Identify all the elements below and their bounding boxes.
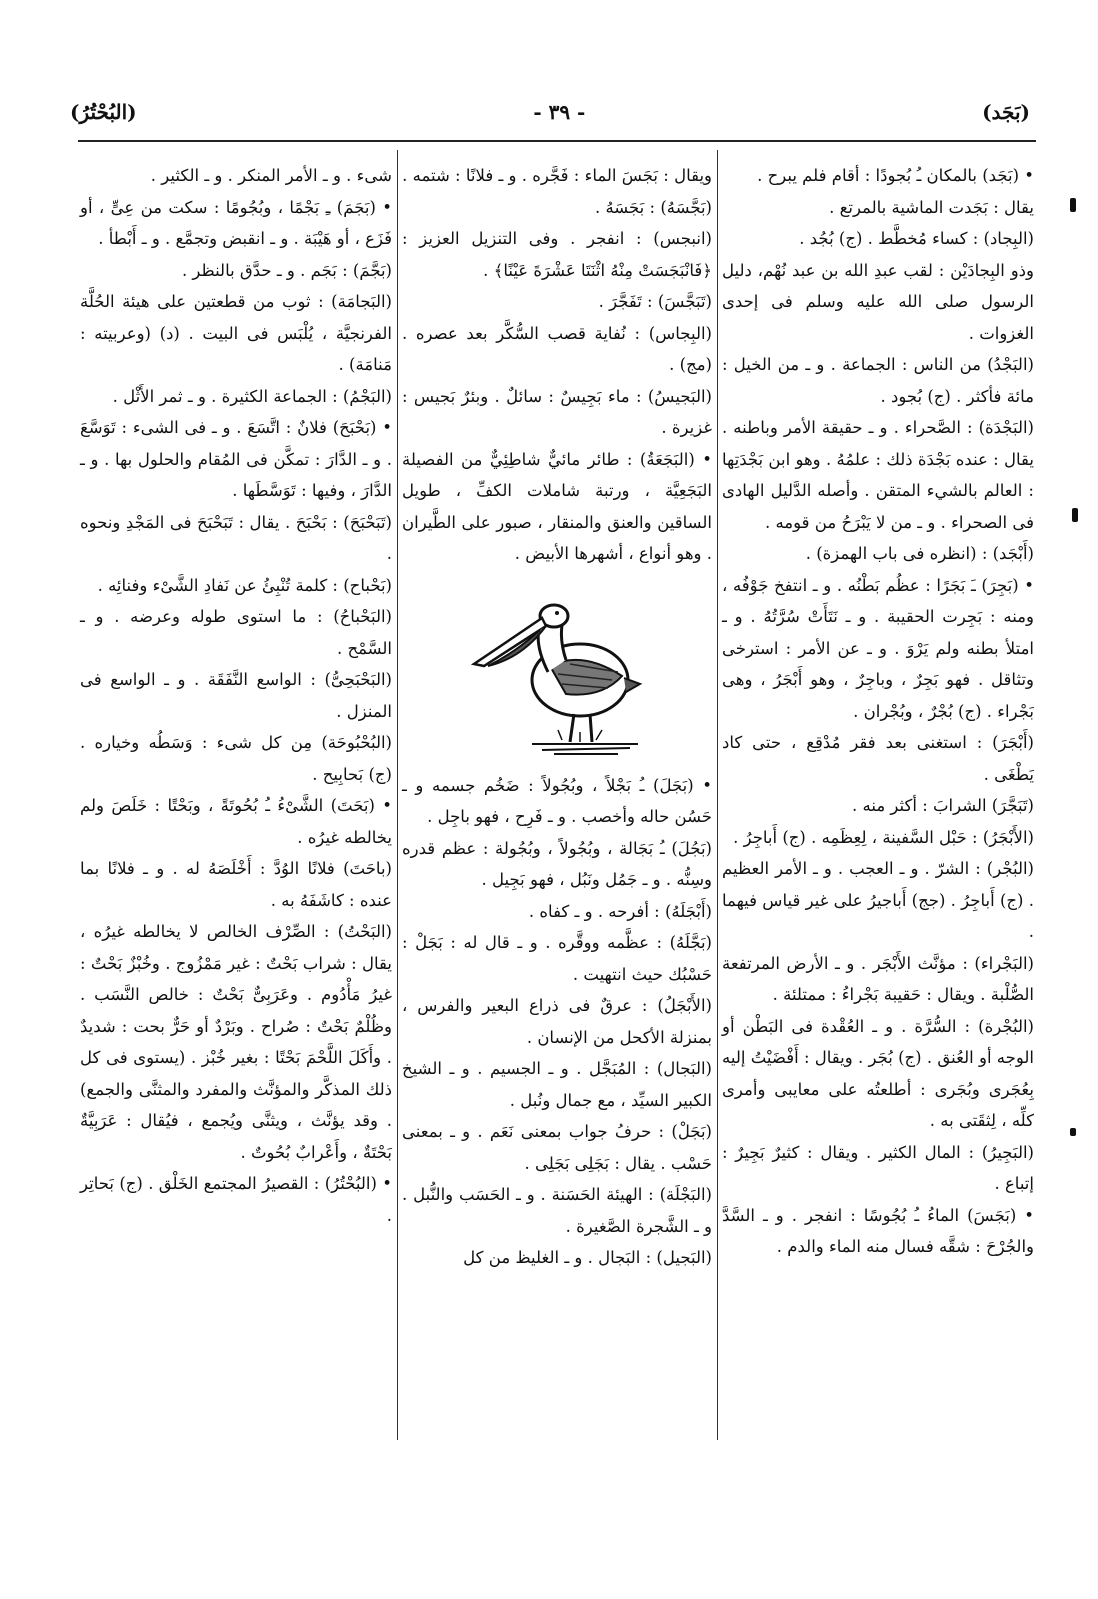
- entry: (باحَتَ) فلانًا الوُدَّ : أَخْلَصَهُ له . و ـ فلانًا بما عنده : كاشَفَهُ به .: [80, 859, 392, 910]
- entry: (البُجْرة) : السُّرَّة . و ـ العُقْدة فى البَطْن أو الوجه أو العُنق . (ج) بُجَر . ويقال : أَفْضَيْتُ إليه بِعُجَرى وبُجَرى : أطلعتُه على معايبى وأمرى كلِّه ، لِثقَتى به .: [722, 1016, 1034, 1130]
- entry: (أَبْجَرَ) : استغنى بعد فقر مُدْقِع ، حتى كاد يَطْغَى .: [722, 733, 1034, 784]
- entry: (تَبَجَّسَ) : تَفَجَّرَ .: [598, 292, 712, 311]
- entry: (أَبْجَد) : (انظره فى باب الهمزة) .: [805, 544, 1034, 563]
- entry: (بَجُلَ) ـُ بَجَالة ، وبُجُولاً ، وبُجُولة : عظم قدره وسِنُّه . و ـ جَمُل ونَبُل ، فهو بَجِيل .: [402, 838, 712, 889]
- page-number: - ٣٩ -: [533, 100, 586, 124]
- entry: (بَجَلْ) : حرفُ جواب بمعنى نَعَم . و ـ بمعنى حَسْب . يقال : بَجَلِى بَجَلِى .: [402, 1122, 712, 1173]
- entry: • (البَجَعَةُ) : طائر مائيٌّ شاطِئِيٌّ من الفصيلة البَجَعِيَّة ، ورتبة شاملات الكفِّ ، طويل الساقين والعنق والمنقار ، صبور على الطَّيران . وهو أنواع ، أشهرها الأبيض .: [402, 449, 712, 563]
- entry: • (بَجَسَ) الماءُ ـُ بُجُوسًا : انفجر . و ـ السَّدَّ والجُرْحَ : شقَّه فسال منه الماء والدم .: [722, 1205, 1034, 1256]
- header-rule: [78, 140, 1036, 142]
- entry: • (بَحْبَحَ) فلانٌ : اتَّسَعَ . و ـ فى الشىء : تَوَسَّعَ . و ـ الدَّارَ : تمكَّن فى المُقام والحلول بها . و ـ الدَّارَ ، وفيها : تَوَسَّطَها .: [80, 418, 392, 500]
- entry: (البَجْدَة) : الصَّحراء . و ـ حقيقة الأمر وباطنه . يقال : عنده بَجْدَة ذلك : علمُهُ . وهو ابن بَجْدَتِها : العالم بالشيء المتقن . وأصله الدَّليل الهادى فى الصحراء . و ـ من لا يَبْرَحُ من قومه .: [722, 418, 1034, 532]
- entry: • (البُحْتُرُ) : القصيرُ المجتمع الخَلْق . (ج) بَحاتِر .: [80, 1174, 392, 1225]
- entry: ويقال : بَجَسَ الماء : فَجَّره . و ـ فلانًا : شتمه .: [402, 166, 712, 185]
- column-divider-left: [397, 150, 398, 1440]
- page-header: [70, 92, 1030, 132]
- entry: (بَجَّلَهُ) : عظَّمه ووقَّره . و ـ قال له : بَجَلْ : حَسْبُك حيث انتهيت .: [402, 933, 712, 984]
- entry: (البَحْباحُ) : ما استوى طوله وعرضه . و ـ السَّمْح .: [80, 607, 392, 658]
- entry: (البَجال) : المُبَجَّل . و ـ الجسيم . و ـ الشيخ الكبير السيِّد ، مع جمال ونُبل .: [402, 1059, 712, 1110]
- entry: (البَجْمُ) : الجماعة الكثيرة . و ـ ثمر الأَثْل .: [112, 386, 392, 406]
- entry: شىء . و ـ الأمر المنكر . و ـ الكثير .: [150, 166, 392, 185]
- column-middle: [402, 160, 712, 1274]
- entry: (البِجاد) : كساء مُخطَّط . (ج) بُجُد .: [799, 229, 1034, 248]
- entry: • (بَجَد) بالمكان ـُ بُجودًا : أقام فلم يبرح .: [757, 166, 1034, 185]
- column-right: [722, 160, 1034, 1263]
- entry: (البَجيسُ) : ماء بَجِيسٌ : سائلٌ . وبئرٌ بَجيس : غزيرة .: [402, 386, 712, 437]
- entry: (تَبَجَّرَ) الشرابَ : أكثر منه .: [852, 796, 1034, 815]
- entry: (الأَبْجَرُ) : حَبْل السَّفينة ، لِعِظَمِه . (ج) أَباجِرُ .: [733, 827, 1034, 847]
- entry: (البَجْدُ) من الناس : الجماعة . و ـ من الخيل : مائة فأكثر . (ج) بُجود .: [722, 355, 1034, 406]
- pelican-legs: [570, 714, 592, 742]
- column-left: [80, 160, 392, 1231]
- entry: (البَجامَة) : ثوب من قطعتين على هيئة الحُلَّة الفرنجيَّة ، يُلْبَس فى البيت . (د) (وعربيته : مَنامَة) .: [80, 292, 392, 374]
- entry: • (بَحَتَ) الشَّىْءُ ـُ بُحُوتَةً ، وبَحْتًا : خَلَصَ ولم يخالطه غيرُه .: [80, 796, 392, 847]
- entry: يقال : بَجَدت الماشية بالمرتع .: [829, 197, 1034, 217]
- entry: (أَبْجَلَهُ) : أفرحه . و ـ كفاه .: [528, 901, 712, 921]
- entry: (تَبَحْبَحَ) : بَحْبَحَ . يقال : تَبَحْبَحَ فى المَجْدِ ونحوه .: [80, 512, 392, 563]
- header-right-headword: (بَجَد): [982, 100, 1030, 124]
- entry: (الأَبْجَلُ) : عرقٌ فى ذراع البعير والفرس ، بمنزلة الأكحل من الإنسان .: [402, 996, 712, 1047]
- entry: (البُجْر) : الشرّ . و ـ العجب . و ـ الأمر العظيم . (ج) أَباجِرُ . (جج) أَباجيرُ على غير قياس فيهما .: [722, 859, 1034, 941]
- header-left-headword: (البُحْتُرُ): [70, 100, 137, 124]
- entry: (البَجْلَة) : الهيئة الحَسَنة . و ـ الحَسَب والنُّبل . و ـ الشَّجرة الصَّغيرة .: [402, 1185, 712, 1236]
- entry: (بَجَّمَ) : بَجَم . و ـ حدَّق بالنظر .: [181, 260, 392, 280]
- entry: (بَحْباح) : كلمة تُنْبِئُ عن نَفادِ الشَّىْء وفنائِه .: [97, 575, 392, 595]
- entry: (انبجس) : انفجر . وفى التنزيل العزيز : ﴿فَانْبَجَسَتْ مِنْهُ اثْنَتَا عَشْرَةَ عَيْنًا﴾ .: [402, 229, 712, 280]
- entry: (البُحْبُوحَة) مِن كل شىء : وَسَطُه وخياره . (ج) بَحابِيح .: [80, 733, 392, 784]
- entry: • (بَجِرَ) ـَ بَجَرًا : عظُم بَطْنُه . و ـ انتفخ جَوْفُه ، ومنه : بَجِرت الحقيبة . و ـ نَتَأَتْ سُرَّتُهُ . و ـ امتلأ بطنه ولم يَرْوَ . و ـ عن الأمر : استرخى وتثاقل . فهو بَجِرٌ ، وباجِرٌ ، وهو أَبْجَرُ ، وهى بَجْراء . (ج) بُجْرٌ ، وبُجْران .: [722, 575, 1034, 721]
- pelican-illustration: [462, 580, 652, 760]
- entry: وذو البِجادَيْن : لقب عبدِ الله بن عبد نُهْم، دليل الرسول صلى الله عليه وسلم فى إحدى الغزوات .: [722, 260, 1034, 343]
- entry: (البَجِيرُ) : المال الكثير . ويقال : كثيرٌ بَجِيرٌ : إتباع .: [722, 1142, 1034, 1193]
- column-divider-right: [717, 150, 718, 1440]
- scan-margin-mark: [1070, 198, 1076, 212]
- entry: (البَحْتُ) : الصِّرْف الخالص لا يخالطه غيرُه ، يقال : شراب بَحْتٌ : غير مَمْزُوج . وخُبْزٌ بَحْتٌ : غيرُ مَأْدُوم . وعَرَبِىٌّ بَحْتٌ : خالص النَّسَب . وظُلْمٌ بَحْتٌ : صُراح . وبَرْدٌ أو حَرٌّ بحت : شديدٌ . وأَكَلَ اللَّحْمَ بَحْتًا : بغير خُبْز . (يستوى فى كل ذلك المذكَّر والمؤنَّث والمفرد والمثنَّى والجمع) . وقد يؤنَّث ، ويثنَّى ويُجمع ، فيُقال : عَرَبِيَّةٌ بَحْتَةٌ ، وأَعْرابٌ بُحُوتٌ .: [80, 922, 392, 1162]
- entry: (البَجْراء) : مؤنَّث الأَبْجَر . و ـ الأرض المرتفعة الصُّلْبة . ويقال : حَقيبة بَجْراءُ : ممتلئة .: [722, 953, 1034, 1004]
- entry: (البَجيل) : البَجال . و ـ الغليظ من كل: [463, 1248, 712, 1267]
- pelican-eye: [555, 611, 559, 615]
- entry: (البِجاس) : نُفاية قصب السُّكَّر بعد عصره . (مج) .: [402, 323, 712, 374]
- entry: • (بَجَلَ) ـُ بَجْلاً ، وبُجُولاً : ضَخُم جسمه و ـ حَسُن حاله وأخصب . و ـ فَرِح ، فهو باجِل .: [402, 775, 712, 826]
- scan-margin-mark: [1072, 508, 1078, 522]
- scan-margin-mark: [1070, 1128, 1076, 1136]
- entry: • (بَجَمَ) ـِ بَجْمًا ، وبُجُومًا : سكت من عِىٍّ ، أو فَزَع ، أو هَيْبَة . و ـ انقبض وتجمَّع . و ـ أَبْطأ .: [80, 197, 392, 248]
- entry: (بَجَّسَهُ) : بَجَسَهُ .: [594, 197, 712, 217]
- entry: (البَحْبَحِىُّ) : الواسع النَّفَقَة . و ـ الواسع فى المنزل .: [80, 670, 392, 721]
- ground-lines: [532, 744, 638, 754]
